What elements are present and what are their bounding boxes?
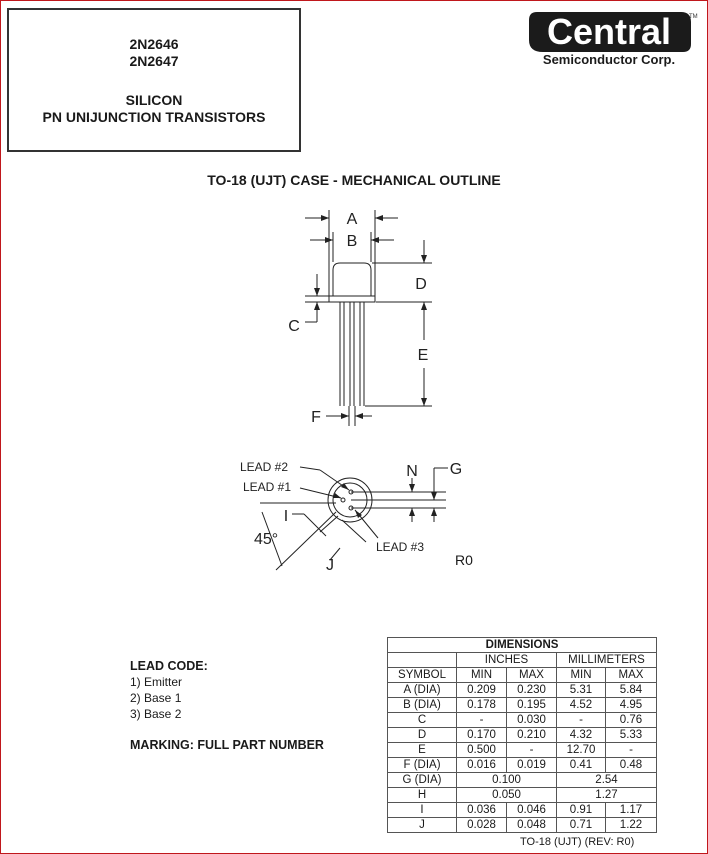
table-cell: 5.84 <box>606 683 657 698</box>
lead-code-item: 2) Base 1 <box>130 691 182 705</box>
table-row <box>388 758 657 773</box>
table-cell: 5.33 <box>606 728 657 743</box>
table-cell: - <box>457 713 507 728</box>
column-header: SYMBOL <box>388 668 457 683</box>
table-row <box>388 818 657 833</box>
table-cell: - <box>606 743 657 758</box>
table-cell: 0.210 <box>507 728 557 743</box>
table-cell: 0.48 <box>606 758 657 773</box>
dim-label-n: N <box>406 463 418 480</box>
table-row <box>388 713 657 728</box>
table-cell: 2.54 <box>557 773 657 788</box>
marking-note: MARKING: FULL PART NUMBER <box>130 738 324 752</box>
table-row <box>388 743 657 758</box>
table-row <box>388 653 657 668</box>
dim-label-c: C <box>288 318 300 335</box>
table-row <box>388 683 657 698</box>
table-cell: C <box>388 713 457 728</box>
table-cell: F (DIA) <box>388 758 457 773</box>
part-number: 2N2646 <box>129 36 179 52</box>
table-cell: 0.050 <box>457 788 557 803</box>
logo-trademark: TM <box>689 14 698 20</box>
description-line: PN UNIJUNCTION TRANSISTORS <box>42 109 266 125</box>
part-number: 2N2647 <box>129 53 179 69</box>
column-header: MIN <box>457 668 507 683</box>
dim-label-j: J <box>326 557 334 574</box>
table-cell: 5.31 <box>557 683 606 698</box>
dim-label-d: D <box>415 276 427 293</box>
table-cell: 4.95 <box>606 698 657 713</box>
table-row <box>388 803 657 818</box>
table-cell: 0.76 <box>606 713 657 728</box>
table-cell <box>388 653 457 668</box>
lead-code-item: 1) Emitter <box>130 675 183 689</box>
lead-1-label: LEAD #1 <box>243 480 292 494</box>
angle-label: 45° <box>254 531 279 548</box>
table-cell: - <box>557 713 606 728</box>
drawing-revision: R0 <box>455 552 473 568</box>
table-cell: 0.046 <box>507 803 557 818</box>
table-cell: - <box>507 743 557 758</box>
table-row <box>388 728 657 743</box>
table-cell: 0.178 <box>457 698 507 713</box>
column-header: MIN <box>557 668 606 683</box>
table-row <box>388 668 657 683</box>
dim-label-f: F <box>311 409 321 426</box>
group-header-inches: INCHES <box>457 653 557 668</box>
table-cell: 0.209 <box>457 683 507 698</box>
group-header-mm: MILLIMETERS <box>557 653 657 668</box>
table-cell: 4.32 <box>557 728 606 743</box>
table-cell: 0.71 <box>557 818 606 833</box>
table-cell: B (DIA) <box>388 698 457 713</box>
table-cell: 0.500 <box>457 743 507 758</box>
table-cell: A (DIA) <box>388 683 457 698</box>
table-cell: 0.195 <box>507 698 557 713</box>
table-cell: D <box>388 728 457 743</box>
table-cell: 0.91 <box>557 803 606 818</box>
table-footer: TO-18 (UJT) (REV: R0) <box>520 836 635 848</box>
column-header: MAX <box>606 668 657 683</box>
dimensions-table <box>387 637 657 833</box>
table-cell: G (DIA) <box>388 773 457 788</box>
table-cell: 0.170 <box>457 728 507 743</box>
dim-label-b: B <box>346 233 358 250</box>
table-cell: 12.70 <box>557 743 606 758</box>
logo-brand: Central <box>546 11 672 52</box>
lead-3-label: LEAD #3 <box>376 540 425 554</box>
lead-2-label: LEAD #2 <box>240 460 289 474</box>
lead-code <box>130 658 208 722</box>
logo-tagline: Semiconductor Corp. <box>542 52 676 67</box>
lead-code-title: LEAD CODE: <box>130 659 208 673</box>
table-row <box>388 638 657 653</box>
dim-label-g: G <box>449 461 463 478</box>
table-cell: 0.030 <box>507 713 557 728</box>
table-cell: 1.22 <box>606 818 657 833</box>
table-cell: H <box>388 788 457 803</box>
table-cell: 0.100 <box>457 773 557 788</box>
table-cell: 0.230 <box>507 683 557 698</box>
description-line: SILICON <box>125 92 183 108</box>
dim-label-e: E <box>417 347 429 364</box>
table-cell: 0.41 <box>557 758 606 773</box>
table-cell: 0.048 <box>507 818 557 833</box>
table-title: DIMENSIONS <box>388 638 657 653</box>
table-cell: 0.036 <box>457 803 507 818</box>
dim-label-i: I <box>283 508 289 525</box>
table-cell: J <box>388 818 457 833</box>
table-cell: 1.27 <box>557 788 657 803</box>
table-row <box>388 788 657 803</box>
table-row <box>388 773 657 788</box>
table-cell: 0.019 <box>507 758 557 773</box>
table-row <box>388 698 657 713</box>
table-cell: 4.52 <box>557 698 606 713</box>
table-cell: 0.016 <box>457 758 507 773</box>
table-cell: I <box>388 803 457 818</box>
column-header: MAX <box>507 668 557 683</box>
table-cell: 0.028 <box>457 818 507 833</box>
section-title: TO-18 (UJT) CASE - MECHANICAL OUTLINE <box>207 172 501 188</box>
table-cell: E <box>388 743 457 758</box>
lead-code-item: 3) Base 2 <box>130 707 182 721</box>
dim-label-a: A <box>346 211 358 228</box>
table-cell: 1.17 <box>606 803 657 818</box>
